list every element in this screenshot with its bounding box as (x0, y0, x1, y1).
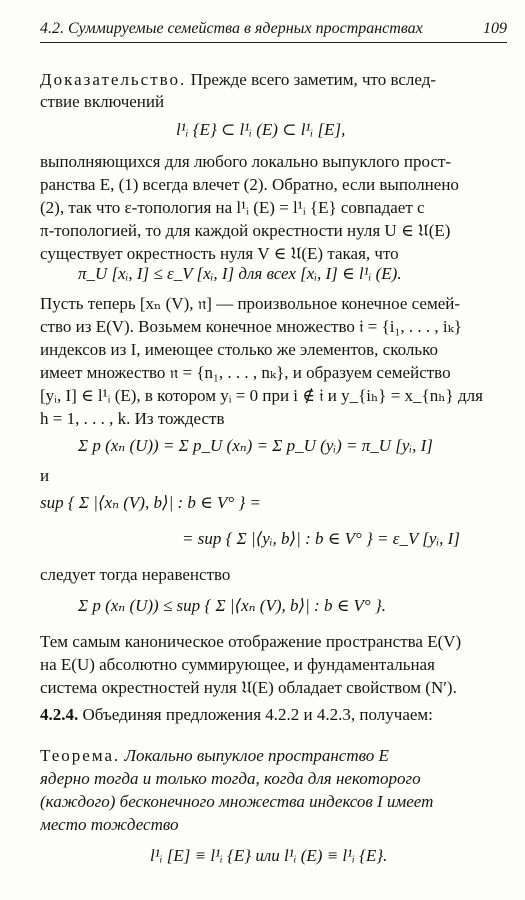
conjunction: и (40, 466, 50, 485)
theorem-heading: Теорема. (40, 746, 121, 765)
section-text: Объединяя предложения 4.2.2 и 4.2.3, получаем: (82, 705, 433, 724)
formula-topology-estimate: π_U [xᵢ, I] ≤ ε_V [xᵢ, I] для всех [xᵢ, I] ∈ l¹ᵢ (E). (78, 264, 402, 283)
proof-first-line (40, 68, 497, 92)
text-line: индексов из I, имеющее столько же элементов, сколько (40, 340, 439, 359)
theorem-line: (каждого) бесконечного множества индексов I имеет (40, 792, 434, 811)
text-line: π-топологией, то для каждой окрестности нуля U ∈ 𝔘(E) (40, 221, 451, 240)
text-line: Тем самым каноническое отображение пространства E(V) (40, 632, 462, 651)
text-line: ствие включений (40, 92, 165, 111)
text-line: ство из E(V). Возьмем конечное множество 𝔦 = {i₁, . . . , iₖ} (40, 317, 462, 336)
text-line: h = 1, . . . , k. Из тождеств (40, 409, 225, 428)
text-line: ранства E, (1) всегда влечет (2). Обратно, если выполнено (40, 175, 459, 194)
theorem-first-line (40, 744, 497, 768)
formula-theorem: l¹ᵢ [E] ≡ l¹ᵢ {E} или l¹ᵢ (E) ≡ l¹ᵢ {E}. (150, 846, 388, 865)
formula-sup-second: = sup { Σ |⟨yᵢ, b⟩| : b ∈ V° } = ε_V [yᵢ, I] (182, 529, 460, 548)
text-line: имеет множество 𝔫 = {n₁, . . . , nₖ}, и образуем семейство (40, 363, 451, 382)
text-line: Пусть теперь [xₙ (V), 𝔫] — произвольное конечное семей- (40, 294, 461, 313)
text-line: [yᵢ, I] ∈ l¹ᵢ (E), в котором yᵢ = 0 при i ∉ 𝔦 и y_{iₕ} = x_{nₕ} для (40, 386, 483, 405)
text-line: существует окрестность нуля V ∈ 𝔘(E) такая, что (40, 244, 399, 263)
section-number: 4.2.4. (40, 705, 79, 724)
running-header (40, 20, 507, 43)
section-4-2-4 (40, 703, 433, 727)
proof-intro: Прежде всего заметим, что вслед- (190, 70, 437, 89)
theorem-line: ядерно тогда и только тогда, когда для некоторого (40, 769, 421, 788)
formula-inequality: Σ p (xₙ (U)) ≤ sup { Σ |⟨xₙ (V), b⟩| : b ∈ V° }. (78, 596, 387, 615)
formula-inclusions: l¹ᵢ {E} ⊂ l¹ᵢ (E) ⊂ l¹ᵢ [E], (176, 120, 346, 139)
theorem-line: место тождество (40, 815, 179, 834)
formula-identity-sum: Σ p (xₙ (U)) = Σ p_U (xₙ) = Σ p_U (yᵢ) = π_U [yᵢ, I] (78, 436, 433, 455)
text-line: система окрестностей нуля 𝔘(E) обладает свойством (N′). (40, 678, 457, 697)
theorem-text: Локально выпуклое пространство E (124, 746, 389, 765)
formula-sup-first: sup { Σ |⟨xₙ (V), b⟩| : b ∈ V° } = (40, 493, 261, 512)
text-line: (2), так что ε-топология на l¹ᵢ (E) = l¹ᵢ {E} совпадает с (40, 198, 425, 217)
page-number: 109 (483, 20, 507, 37)
text-line: на E(U) абсолютно суммирующее, и фундаментальная (40, 655, 435, 674)
proof-heading: Доказательство. (40, 70, 187, 89)
text-line: выполняющихся для любого локально выпуклого прост- (40, 152, 452, 171)
text-line: следует тогда неравенство (40, 565, 231, 584)
header-title: 4.2. Суммируемые семейства в ядерных пространствах (40, 20, 423, 37)
